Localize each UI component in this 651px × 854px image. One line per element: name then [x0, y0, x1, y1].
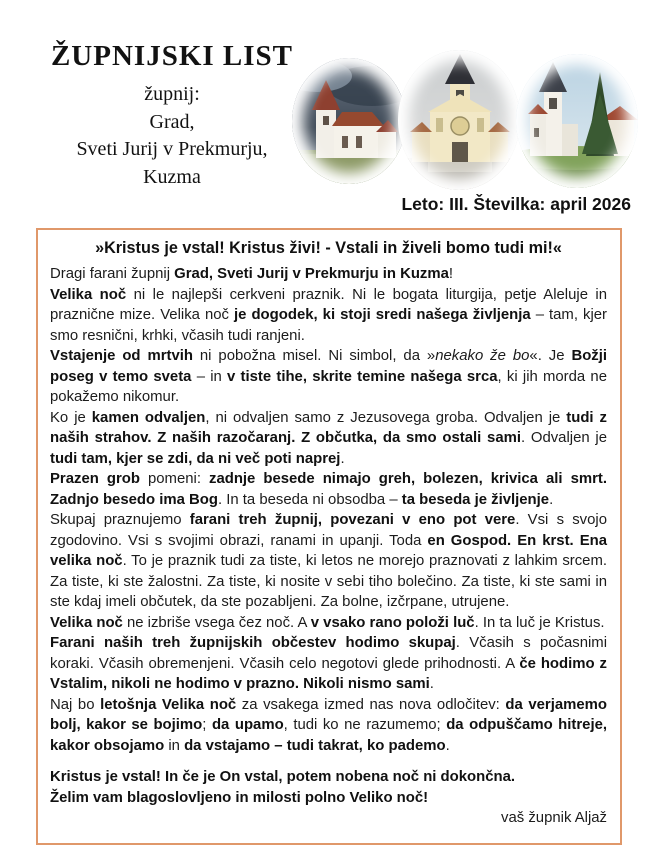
paragraph: vaš župnik Aljaž [501, 810, 607, 826]
subtitle-line-sveti-jurij: Sveti Jurij v Prekmurju, [76, 138, 268, 160]
paragraph: Velika noč ni le najlepši cerkveni praznik. Ni le bogata liturgija, petje Aleluje in praznične mize. Velika noč je dogodek, ki stoji sredi našega življenja – tam, kjer smo resnični, krhki, včasih tudi ranjeni. [50, 286, 608, 344]
church-photo-center [398, 50, 520, 190]
subtitle-line-zupnij: župnij: [144, 83, 200, 105]
church-photo-right [516, 54, 638, 188]
paragraph: Želim vam blagoslovljeno in milosti polno Veliko noč! [50, 789, 429, 806]
paragraph: Velika noč ne izbriše vsega čez noč. A v vsako rano položi luč. In ta luč je Kristus. [50, 614, 605, 631]
paragraph: Vstajenje od mrtvih ni pobožna misel. Ni simbol, da »nekako že bo«. Je Božji poseg v temo sveta – in v tiste tihe, skrite temine našega srca, ki jih morda ne pokažemo nikomur. [50, 348, 608, 405]
masthead [22, 40, 322, 191]
letter-heading: »Kristus je vstal! Kristus živi! - Vstali in živeli bomo tudi mi!« [95, 239, 562, 257]
body-paragraphs [50, 264, 607, 829]
subtitle-line-kuzma: Kuzma [143, 165, 201, 188]
masthead-subtitle [22, 81, 322, 191]
paragraph: Prazen grob pomeni: zadnje besede nimajo greh, bolezen, krivica ali smrt. Zadnjo besedo ima Bog. In ta beseda ni obsodba – ta beseda je življenje. [50, 471, 607, 508]
paragraph: Ko je kamen odvaljen, ni odvaljen samo z Jezusovega groba. Odvaljen je tudi z naših strahov. Z naših razočaranj. Z občutka, da smo ostali sami. Odvaljen je tudi tam, kjer se zdi, da ni več poti naprej. [50, 409, 607, 467]
paragraph: Kristus je vstal! In če je On vstal, potem nobena noč ni dokončna. [50, 769, 516, 785]
paragraph: Skupaj praznujemo farani treh župnij, povezani v eno pot vere. Vsi s svojo zgodovino. Vsi s svojimi obrazi, ranami in upanji. Toda en Gospod. En krst. Ena velika noč. To je praznik tudi za tiste, ki letos ne morejo praznovati z lahkim srcem. Za tiste, ki ste žalostni. Za tiste, ki nosite v sebi tiho bolečino. Za tiste, ki ste sami in ste kdaj imeli občutek, da ste pozabljeni. Za bolne, izčrpane, utrujene. [50, 512, 608, 610]
paragraph: Farani naših treh župnijskih občestev hodimo skupaj. Včasih s počasnimi koraki. Včasih obremenjeni. Včasih celo negotovi glede prihodnosti. A če hodimo z Vstalim, nikoli ne hodimo v prazno. Nikoli nismo sami. [50, 635, 608, 692]
page-title: ŽUPNIJSKI LIST [50, 40, 294, 72]
church-photo-left [292, 58, 406, 184]
letter-box [36, 228, 622, 845]
issue-line: Leto: III. Številka: april 2026 [401, 194, 631, 214]
subtitle-line-grad: Grad, [149, 110, 195, 133]
paragraph: Dragi farani župnij Grad, Sveti Jurij v Prekmurju in Kuzma! [50, 266, 454, 282]
church-photos [292, 50, 638, 192]
paragraph: Naj bo letošnja Velika noč za vsakega izmed nas nova odločitev: da verjamemo bolj, kakor se bojimo; da upamo, tudi ko ne razumemo; da odpuščamo hitreje, kakor obsojamo in da vstajamo – tudi takrat, ko pademo. [50, 696, 608, 754]
